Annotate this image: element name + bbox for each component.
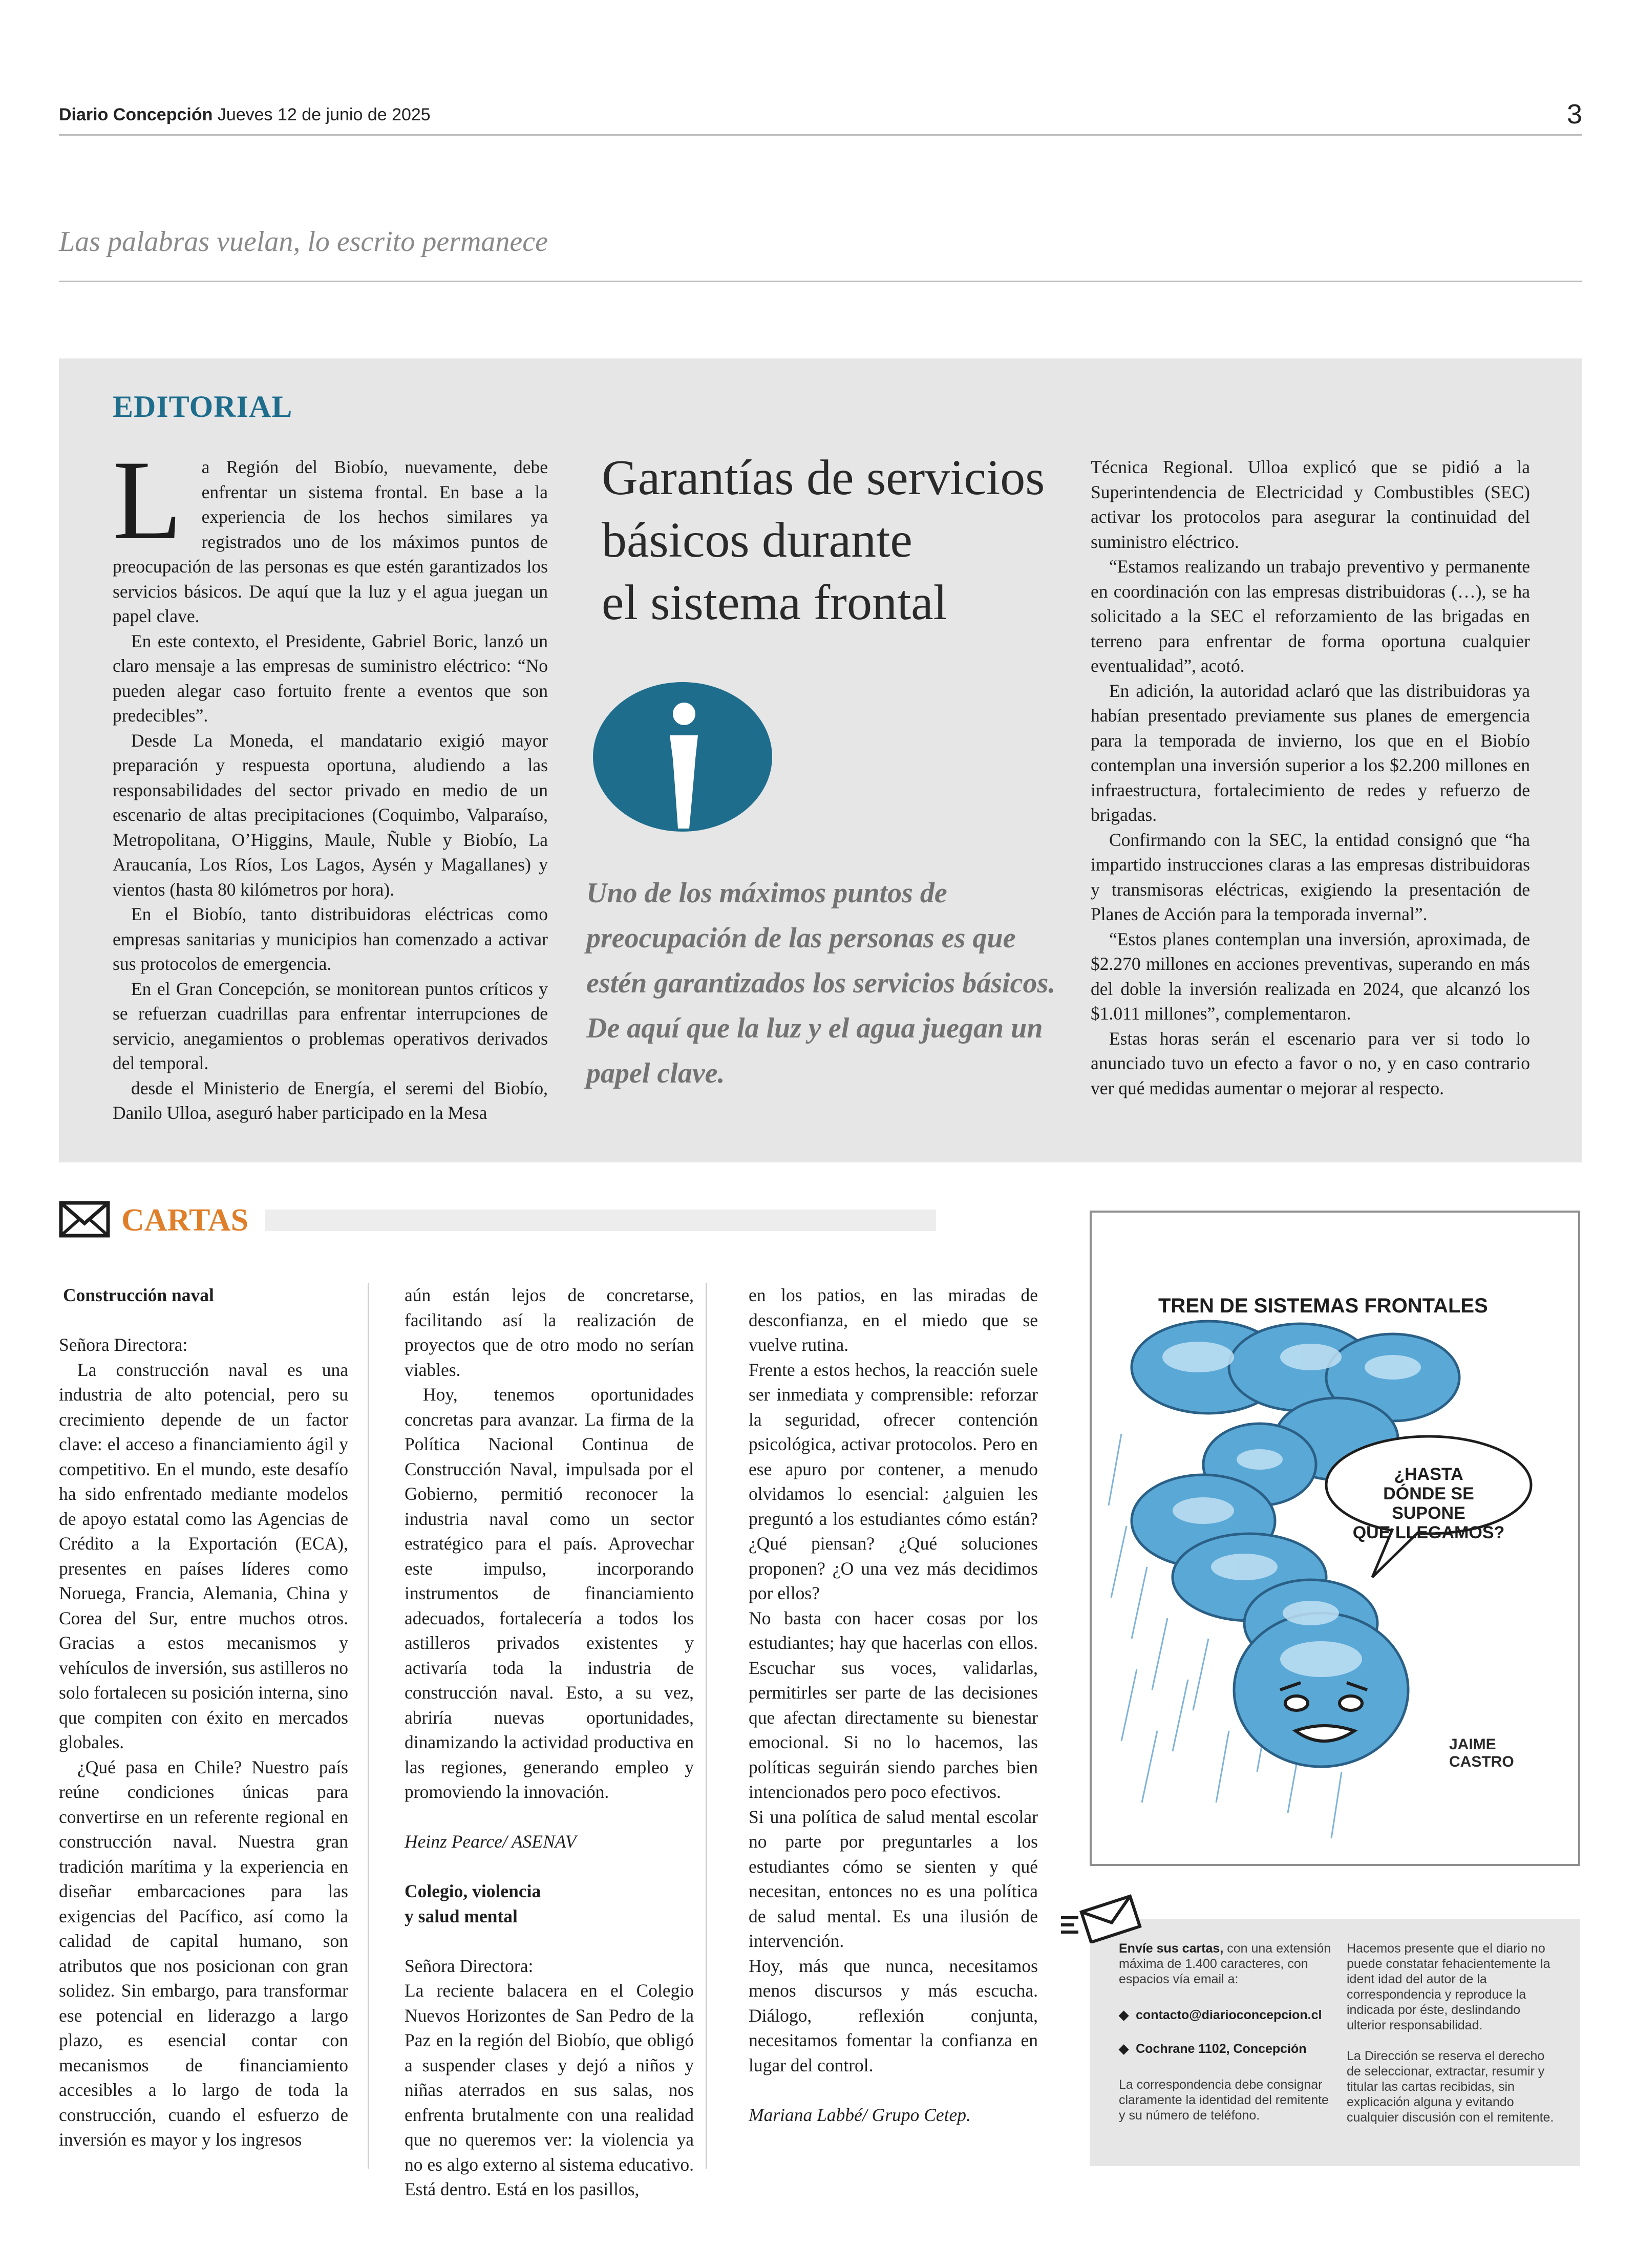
- editorial-paragraph: Técnica Regional. Ulloa explicó que se pidió a la Superintendencia de Electricidad y Combustibles (SEC) activar los protocolos para asegurar la continuidad del suministro eléctrico.: [1091, 457, 1530, 552]
- letter-title: y salud mental: [405, 1905, 518, 1926]
- header-rule: [59, 134, 1582, 136]
- signature-line: JAIME: [1449, 1736, 1496, 1753]
- speech-line: DÓNDE SE SUPONE: [1383, 1484, 1474, 1523]
- cartoon-title: TREN DE SISTEMAS FRONTALES: [1158, 1295, 1488, 1317]
- speech-line: ¿HASTA: [1394, 1465, 1463, 1484]
- editorial-paragraph: Confirmando con la SEC, la entidad consignó que “ha impartido instrucciones claras a las empresas distribuidoras y transmisoras eléctricas, exigiendo la presentación de Planes de Acción para la temporada invernal”.: [1091, 829, 1530, 924]
- letter-paragraph: La construcción naval es una industria de alto potencial, pero su crecimiento depende de un factor clave: el acceso a financiamiento ágil y competitivo. En el mundo, este desafío ha sido enfrentado mediante modelos de apoyo estatal como las Agencias de Crédito a la Exportación (ECA), presentes en países líderes como Noruega, Francia, Alemania, China y Corea del Sur, entre muchos otros. Gracias a estos mecanismos y vehículos de inversión, sus astilleros no solo fortalecen su posición interna, sino que compiten con éxito en mercados globales.: [59, 1359, 348, 1752]
- letter-paragraph: No basta con hacer cosas por los estudiantes; hay que hacerlas con ellos. Escuchar sus voces, validarlas, permitirles ser parte de las decisiones que afectan directamente su bienestar emocional. Si no lo hacemos, las políticas seguirán siendo parches bien intencionados pero poco efectivos.: [749, 1607, 1038, 1802]
- editorial-paragraph: “Estamos realizando un trabajo preventivo y permanente en coordinación con las empresas distribuidoras (…), se ha solicitado a la SEC el reforzamiento de las brigadas en terreno para enfrentar de forma oportuna cualquier eventualidad”, acotó.: [1091, 556, 1530, 676]
- editorial-paragraph: Desde La Moneda, el mandatario exigió mayor preparación y respuesta oportuna, aludiendo a las responsabilidades del sector privado en medio de un escenario de altas precipitaciones (Coquimbo, Valparaíso, Metropolitana, O’Higgins, Maule, Ñuble y Biobío, La Araucanía, Los Ríos, Los Lagos, Aysén y Magallanes) y vientos (hasta 80 kilómetros por hora).: [113, 730, 548, 900]
- letter-paragraph: ¿Qué pasa en Chile? Nuestro país reúne condiciones únicas para convertirse en un referente regional en construcción naval. Nuestra gran tradición marítima y la experiencia en diseñar embarcaciones para las exigencias del Pacífico, así como la calidad de capital humano, son atributos que nos posicionan con gran solidez. Sin embargo, para transformar ese potencial en liderazgo a largo plazo, es esencial contar con mecanismos de financiamiento accesibles a lo largo de toda la construcción, cuando el esfuerzo de inversión es mayor y los ingresos: [59, 1756, 348, 2150]
- letter-signature: Heinz Pearce/ ASENAV: [405, 1831, 577, 1852]
- editorial-paragraph: En este contexto, el Presidente, Gabriel Boric, lanzó un claro mensaje a las empresas de suministro eléctrico: “No pueden alegar caso fortuito frente a eventos que son predecibles”.: [113, 630, 548, 726]
- letters-column-3: [749, 1283, 1038, 2152]
- editorial-paragraph: Estas horas serán el escenario para ver si todo lo anunciado tuvo un efecto a favor o no, y en caso contrario ver qué medidas aumentar o mejorar al respecto.: [1091, 1028, 1530, 1098]
- letters-column-1: [59, 1283, 348, 2152]
- send-lead: Envíe sus cartas,: [1119, 1941, 1224, 1956]
- envelope-icon: [59, 1201, 110, 1238]
- headline-line: básicos durante: [602, 513, 912, 568]
- cartas-header-bar: [265, 1210, 936, 1231]
- speech-line: QUE LLEGAMOS?: [1352, 1523, 1505, 1542]
- masthead: [59, 105, 431, 125]
- letter-paragraph: aún están lejos de concretarse, facilitando así la realización de proyectos que de otro modo no serían viables.: [405, 1285, 694, 1380]
- info-left-column: [1119, 1941, 1334, 2123]
- letter-paragraph: Frente a estos hechos, la reacción suele ser inmediata y comprensible: reforzar la seguridad, ofrecer contención psicológica, activar protocolos. Pero en ese apuro por contener, a menudo olvidamos lo esencial: ¿alguien les preguntó a los estudiantes cómo están? ¿Qué piensan? ¿Qué soluciones proponen? ¿O una vez más decidimos por ellos?: [749, 1359, 1038, 1603]
- letter-paragraph: Si una política de salud mental escolar no parte por preguntarles a los estudiantes cómo se sienten y qué necesitan, entonces no es una política de salud mental. Es una ilusión de intervención.: [749, 1806, 1038, 1951]
- editorial-paragraph: a Región del Biobío, nuevamente, debe enfrentar un sistema frontal. En base a la experiencia de los hechos similares ya registrados uno de los máximos puntos de preocupación de las personas es que estén garantizados los servicios básicos. De aquí que la luz y el agua juegan un papel clave.: [113, 457, 548, 626]
- send-details: con una extensión máxima de 1.400 caracteres, con espacios vía email a:: [1119, 1941, 1331, 1986]
- cartoonist-signature: [1449, 1736, 1514, 1771]
- postal-address: Cochrane 1102, Concepción: [1136, 2042, 1307, 2056]
- editorial-pull-quote: Uno de los máximos puntos de preocupación de las personas es que estén garantizados los servicios básicos. De aquí que la luz y el agua juegan un papel clave.: [586, 877, 1056, 1089]
- headline-line: Garantías de servicios: [602, 450, 1045, 505]
- mail-icon: [1059, 1892, 1146, 1943]
- publication-name: Diario Concepción: [59, 105, 213, 124]
- signature-line: CASTRO: [1449, 1753, 1514, 1770]
- email-row[interactable]: ◆ contacto@diarioconcepcion.cl: [1119, 2008, 1322, 2022]
- drop-cap: L: [113, 437, 182, 563]
- issue-date: Jueves 12 de junio de 2025: [217, 105, 431, 124]
- letter-paragraph: Hoy, más que nunca, necesitamos menos discursos y más escucha. Diálogo, reflexión conjunta, necesitamos fomentar la confianza en lugar del control.: [749, 1955, 1038, 2075]
- send-instructions: [1119, 1941, 1334, 1987]
- editorial-paragraph: “Estos planes contemplan una inversión, aproximada, de $2.270 millones en acciones preventivas, superando en más del doble la inversión realizada en 2024, que alcanzó los $1.011 millones”, complementaron.: [1091, 928, 1530, 1024]
- address-row: ◆ Cochrane 1102, Concepción: [1119, 2042, 1307, 2056]
- headline-line: el sistema frontal: [602, 575, 947, 630]
- section-tagline: Las palabras vuelan, lo escrito permanece: [59, 226, 548, 258]
- letter-paragraph: Hoy, tenemos oportunidades concretas para avanzar. La firma de la Política Nacional Continua de Construcción Naval, impulsada por el Gobierno, permitió reconocer la industria naval como un sector estratégico para el país. Aprovechar este impulso, incorporando instrumentos de financiamiento adecuados, fortalecería a todos los astilleros privados existentes y activaría toda la industria de construcción naval. Esto, a su vez, abriría nuevas oportunidades, dinamizando la actividad productiva en las regiones, generando empleo y promoviendo la innovación.: [405, 1384, 694, 1802]
- liability-note: Hacemos presente que el diario no puede constatar fehacientemente la ident idad del autor de la correspondencia y reproduce la indicada por éste, deslindando ulterior responsabilidad.: [1347, 1941, 1550, 2032]
- letter-title: Colegio, violencia: [405, 1881, 541, 1901]
- letter-paragraph: en los patios, en las miradas de desconfianza, en el miedo que se vuelve rutina.: [749, 1285, 1038, 1355]
- editorial-paragraph: En el Biobío, tanto distribuidoras eléctricas como empresas sanitarias y municipios han comenzado a activar sus protocolos de emergencia.: [113, 904, 548, 974]
- column-divider: [706, 1283, 707, 2169]
- editorial-label: EDITORIAL: [113, 390, 293, 423]
- cartoon-speech-bubble: [1344, 1465, 1513, 1542]
- editorial-column-3: [1091, 455, 1530, 1100]
- identity-note: La correspondencia debe consignar claramente la identidad del remitente y su número de teléfono.: [1119, 2078, 1329, 2123]
- editing-rights-note: La Dirección se reserva el derecho de seleccionar, extractar, resumir y titular las cartas recibidas, sin explicación alguna y evitando cualquier discusión con el remitente.: [1347, 2049, 1554, 2125]
- editorial-paragraph: En el Gran Concepción, se monitorean puntos críticos y se refuerzan cuadrillas para enfrentar interrupciones de servicio, anegamientos o problemas operativos derivados del temporal.: [113, 978, 548, 1073]
- cartas-label: CARTAS: [121, 1203, 249, 1238]
- info-right-column: [1347, 1941, 1562, 2125]
- letters-column-2: [405, 1283, 694, 2202]
- page-number: 3: [1566, 99, 1582, 130]
- editorial-column-1: [113, 437, 548, 1126]
- contact-email[interactable]: contacto@diarioconcepcion.cl: [1136, 2008, 1322, 2022]
- letter-paragraph: La reciente balacera en el Colegio Nuevos Horizontes de San Pedro de la Paz en la región del Biobío, que obligó a suspender clases y dejó a niños y niñas aterrados en sus salas, nos enfrenta brutalmente con una realidad que no queremos ver: la violencia ya no es algo externo al sistema educativo. Está dentro. Está en los pasillos,: [405, 1980, 694, 2199]
- letter-salutation: Señora Directora:: [405, 1955, 534, 1976]
- letter-salutation: Señora Directora:: [59, 1334, 188, 1355]
- editorial-paragraph: En adición, la autoridad aclaró que las distribuidoras ya habían presentado previamente sus planes de emergencia para la temporada de invierno, los que en el Biobío contemplan una inversión superior a los $2.200 millones en infraestructura, fortalecimiento de redes y refuerzo de brigadas.: [1091, 680, 1530, 825]
- column-divider: [368, 1283, 369, 2169]
- letter-title: Construcción naval: [63, 1285, 214, 1305]
- letter-signature: Mariana Labbé/ Grupo Cetep.: [749, 2104, 971, 2125]
- editorial-paragraph: desde el Ministerio de Energía, el seremi del Biobío, Danilo Ulloa, aseguró haber participado en la Mesa: [113, 1077, 548, 1123]
- info-icon: [593, 682, 772, 832]
- tagline-rule: [59, 281, 1582, 282]
- editorial-headline: [602, 447, 1078, 634]
